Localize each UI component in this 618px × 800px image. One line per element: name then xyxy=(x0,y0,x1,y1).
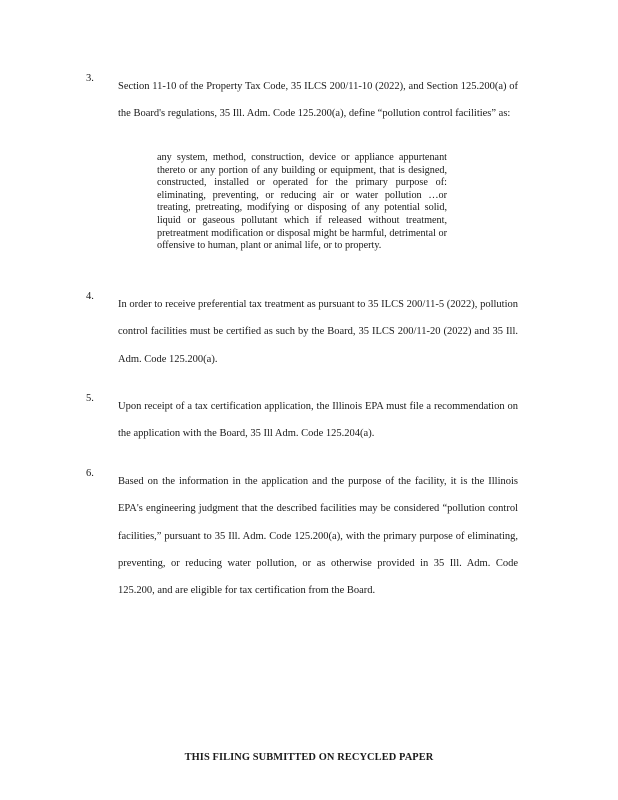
paragraph-text: Section 11-10 of the Property Tax Code, 35 ILCS 200/11-10 (2022), and Section 125.200(a) of the Board's regulations, 35 Ill. Adm. Code 125.200(a), define “pollution control facilities” as: xyxy=(118,81,518,120)
paragraph-number: 6. xyxy=(86,468,94,479)
paragraph-text: Upon receipt of a tax certification application, the Illinois EPA must file a recommendation on the application with the Board, 35 Ill Adm. Code 125.204(a). xyxy=(118,401,518,440)
paragraph-number: 4. xyxy=(86,291,94,302)
block-quote: any system, method, construction, device or appliance appurtenant thereto or any portion of any building or equipment, that is designed, constructed, installed or operated for the primary purpose of: eliminating, preventing, or reducing air or water pollution …or treating, pretreating, modifying or disposing of any potential solid, liquid or gaseous pollutant which if released without treatment, pretreatment modification or disposal might be harmful, detrimental or offensive to human, plant or animal life, or to property. xyxy=(157,152,447,252)
paragraph-number: 3. xyxy=(86,73,94,84)
paragraph-text: Based on the information in the application and the purpose of the facility, it is the Illinois EPA's engineering judgment that the described facilities may be considered “pollution control facilities,” pursuant to 35 Ill. Adm. Code 125.200(a), with the primary purpose of eliminating, preventing, or reducing water pollution, or as otherwise provided in 35 Ill. Adm. Code 125.200, and are eligible for tax certification from the Board. xyxy=(118,476,518,597)
paragraph-text: In order to receive preferential tax treatment as pursuant to 35 ILCS 200/11-5 (2022), pollution control facilities must be certified as such by the Board, 35 ILCS 200/11-20 (2022) and 35 Ill. Adm. Code 125.200(a). xyxy=(118,299,518,365)
recycled-paper-footer: THIS FILING SUBMITTED ON RECYCLED PAPER xyxy=(184,752,434,763)
paragraph-number: 5. xyxy=(86,393,94,404)
